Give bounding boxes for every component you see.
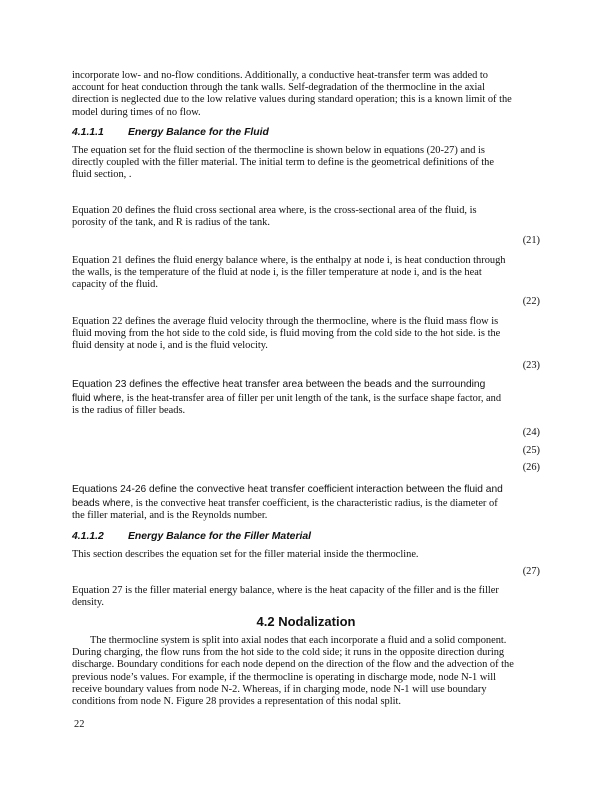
text-line: directly coupled with the filler material. The initial term to define is the geometrical definitions of the [72,157,494,169]
heading-4-1-1-2 [72,531,542,542]
paragraph-intro [72,70,542,119]
heading-4-2: 4.2 Nodalization [256,614,356,629]
equation-number-23: (23) [522,360,540,371]
text-line: previous node’s values. For example, if the thermocline is operating in discharge mode, node N-1 will [72,671,496,683]
text-line: The thermocline system is split into axial nodes that each incorporate a fluid and a solid component. [90,635,507,646]
text-line: conditions from node N. Figure 28 provides a representation of this nodal split. [72,696,401,708]
text-line: porosity of the tank, and R is radius of the tank. [72,217,270,229]
text-line: fluid section, . [72,169,132,181]
equation-number-21: (21) [522,235,540,246]
text-line: model during times of no flow. [72,106,201,118]
paragraph-fluid [72,145,542,182]
heading-title: Energy Balance for the Filler Material [128,531,312,542]
heading-number: 4.1.1.1 [72,127,104,138]
paragraph-eq23 [72,377,542,417]
equation-number-25: (25) [522,445,540,456]
paragraph-nodalization [72,635,542,708]
text-line: fluid density at node i, and is the fluid velocity. [72,340,268,352]
paragraph-eq24-26 [72,482,542,522]
text-line: The equation set for the fluid section of the thermocline is shown below in equations (20-27) and is [72,145,485,156]
paragraph-filler [72,549,542,561]
text-line: direction is neglected due to the low relative values during standard operation; this is a known limit of the [72,94,512,106]
paragraph-eq27 [72,585,542,609]
equation-number-22: (22) [522,296,540,307]
text-line: density. [72,597,104,609]
text-line: the filler material, and is the Reynolds number. [72,510,268,522]
text-line: Equation 21 defines the fluid energy balance where, is the enthalpy at node i, is heat conduction through [72,255,506,266]
equation-number-26: (26) [522,462,540,473]
text-line: account for heat conduction through the tank walls. Self-degradation of the thermocline in the axial [72,82,485,94]
text-line: the walls, is the temperature of the fluid at node i, is the filler temperature at node i, and is the heat [72,267,482,279]
text-line: Equation 20 defines the fluid cross sectional area where, is the cross-sectional area of the fluid, is [72,205,477,216]
text-line: is the radius of filler beads. [72,405,186,417]
text-span: is the heat-transfer area of filler per unit length of the tank, is the surface shape factor, and [124,393,502,404]
heading-number: 4.1.1.2 [72,531,104,542]
text-line: Equation 22 defines the average fluid velocity through the thermocline, where is the fluid mass flow is [72,316,499,327]
text-span: beads where, [72,498,134,509]
equation-number-27: (27) [522,566,540,577]
page-number: 22 [74,719,85,730]
paragraph-eq21 [72,255,542,292]
heading-title: Energy Balance for the Fluid [128,127,269,138]
text-line: Equation 23 defines the effective heat transfer area between the beads and the surrounding [72,379,486,390]
text-line: fluid moving from the hot side to the cold side, is fluid moving from the cold side to the hot side. is the [72,328,501,340]
text-line: Equation 27 is the filler material energy balance, where is the heat capacity of the filler and is the filler [72,585,499,596]
text-line: discharge. Boundary conditions for each node depend on the direction of the flow and the advection of the [72,659,514,671]
text-span: fluid where, [72,393,125,404]
paragraph-eq22 [72,316,542,353]
heading-4-1-1-1 [72,127,542,138]
text-line: During charging, the flow runs from the hot side to the cold side; it runs in the opposite direction during [72,647,505,659]
text-line: This section describes the equation set for the filler material inside the thermocline. [72,549,419,560]
text-line: Equations 24-26 define the convective heat transfer coefficient interaction between the fluid and [72,484,503,495]
text-line: incorporate low- and no-flow conditions. Additionally, a conductive heat-transfer term was added to [72,70,488,81]
paragraph-eq20 [72,205,542,229]
text-line: capacity of the fluid. [72,279,158,291]
text-line: receive boundary values from node N-2. Whereas, if in charging mode, node N-1 will use boundary [72,683,487,695]
text-span: is the convective heat transfer coefficient, is the characteristic radius, is the diameter of [133,498,498,509]
equation-number-24: (24) [522,427,540,438]
